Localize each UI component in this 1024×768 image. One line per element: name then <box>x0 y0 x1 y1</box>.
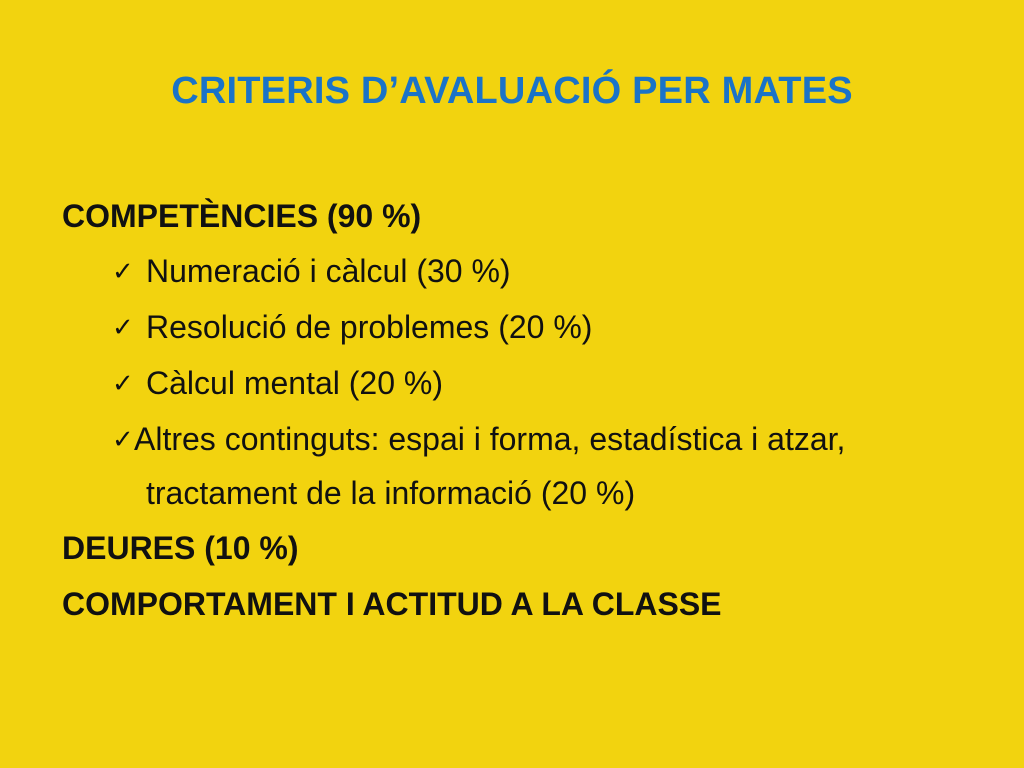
checkmark-icon: ✓ <box>112 313 134 343</box>
checkmark-icon: ✓ <box>112 257 134 287</box>
list-item <box>112 412 982 520</box>
list-item-label: Resolució de problemes (20 %) <box>146 309 593 345</box>
list-item <box>112 356 982 412</box>
list-item-label: Càlcul mental (20 %) <box>146 365 443 401</box>
list-item <box>112 244 982 300</box>
section-heading-homework: DEURES (10 %) <box>62 530 299 566</box>
section-heading-competencies: COMPETÈNCIES (90 %) <box>62 198 422 234</box>
section-heading-behaviour: COMPORTAMENT I ACTITUD A LA CLASSE <box>62 586 722 622</box>
list-item-label: Altres continguts: espai i forma, estadística i atzar, tractament de la informació (20 %) <box>134 421 846 511</box>
page-title: CRITERIS D’AVALUACIÓ PER MATES <box>171 70 853 112</box>
list-item <box>112 300 982 356</box>
competencies-items <box>62 244 982 520</box>
checkmark-icon: ✓ <box>112 369 134 399</box>
checkmark-icon: ✓ <box>112 425 134 455</box>
criteria-list <box>62 188 982 632</box>
list-item-label: Numeració i càlcul (30 %) <box>146 253 511 289</box>
